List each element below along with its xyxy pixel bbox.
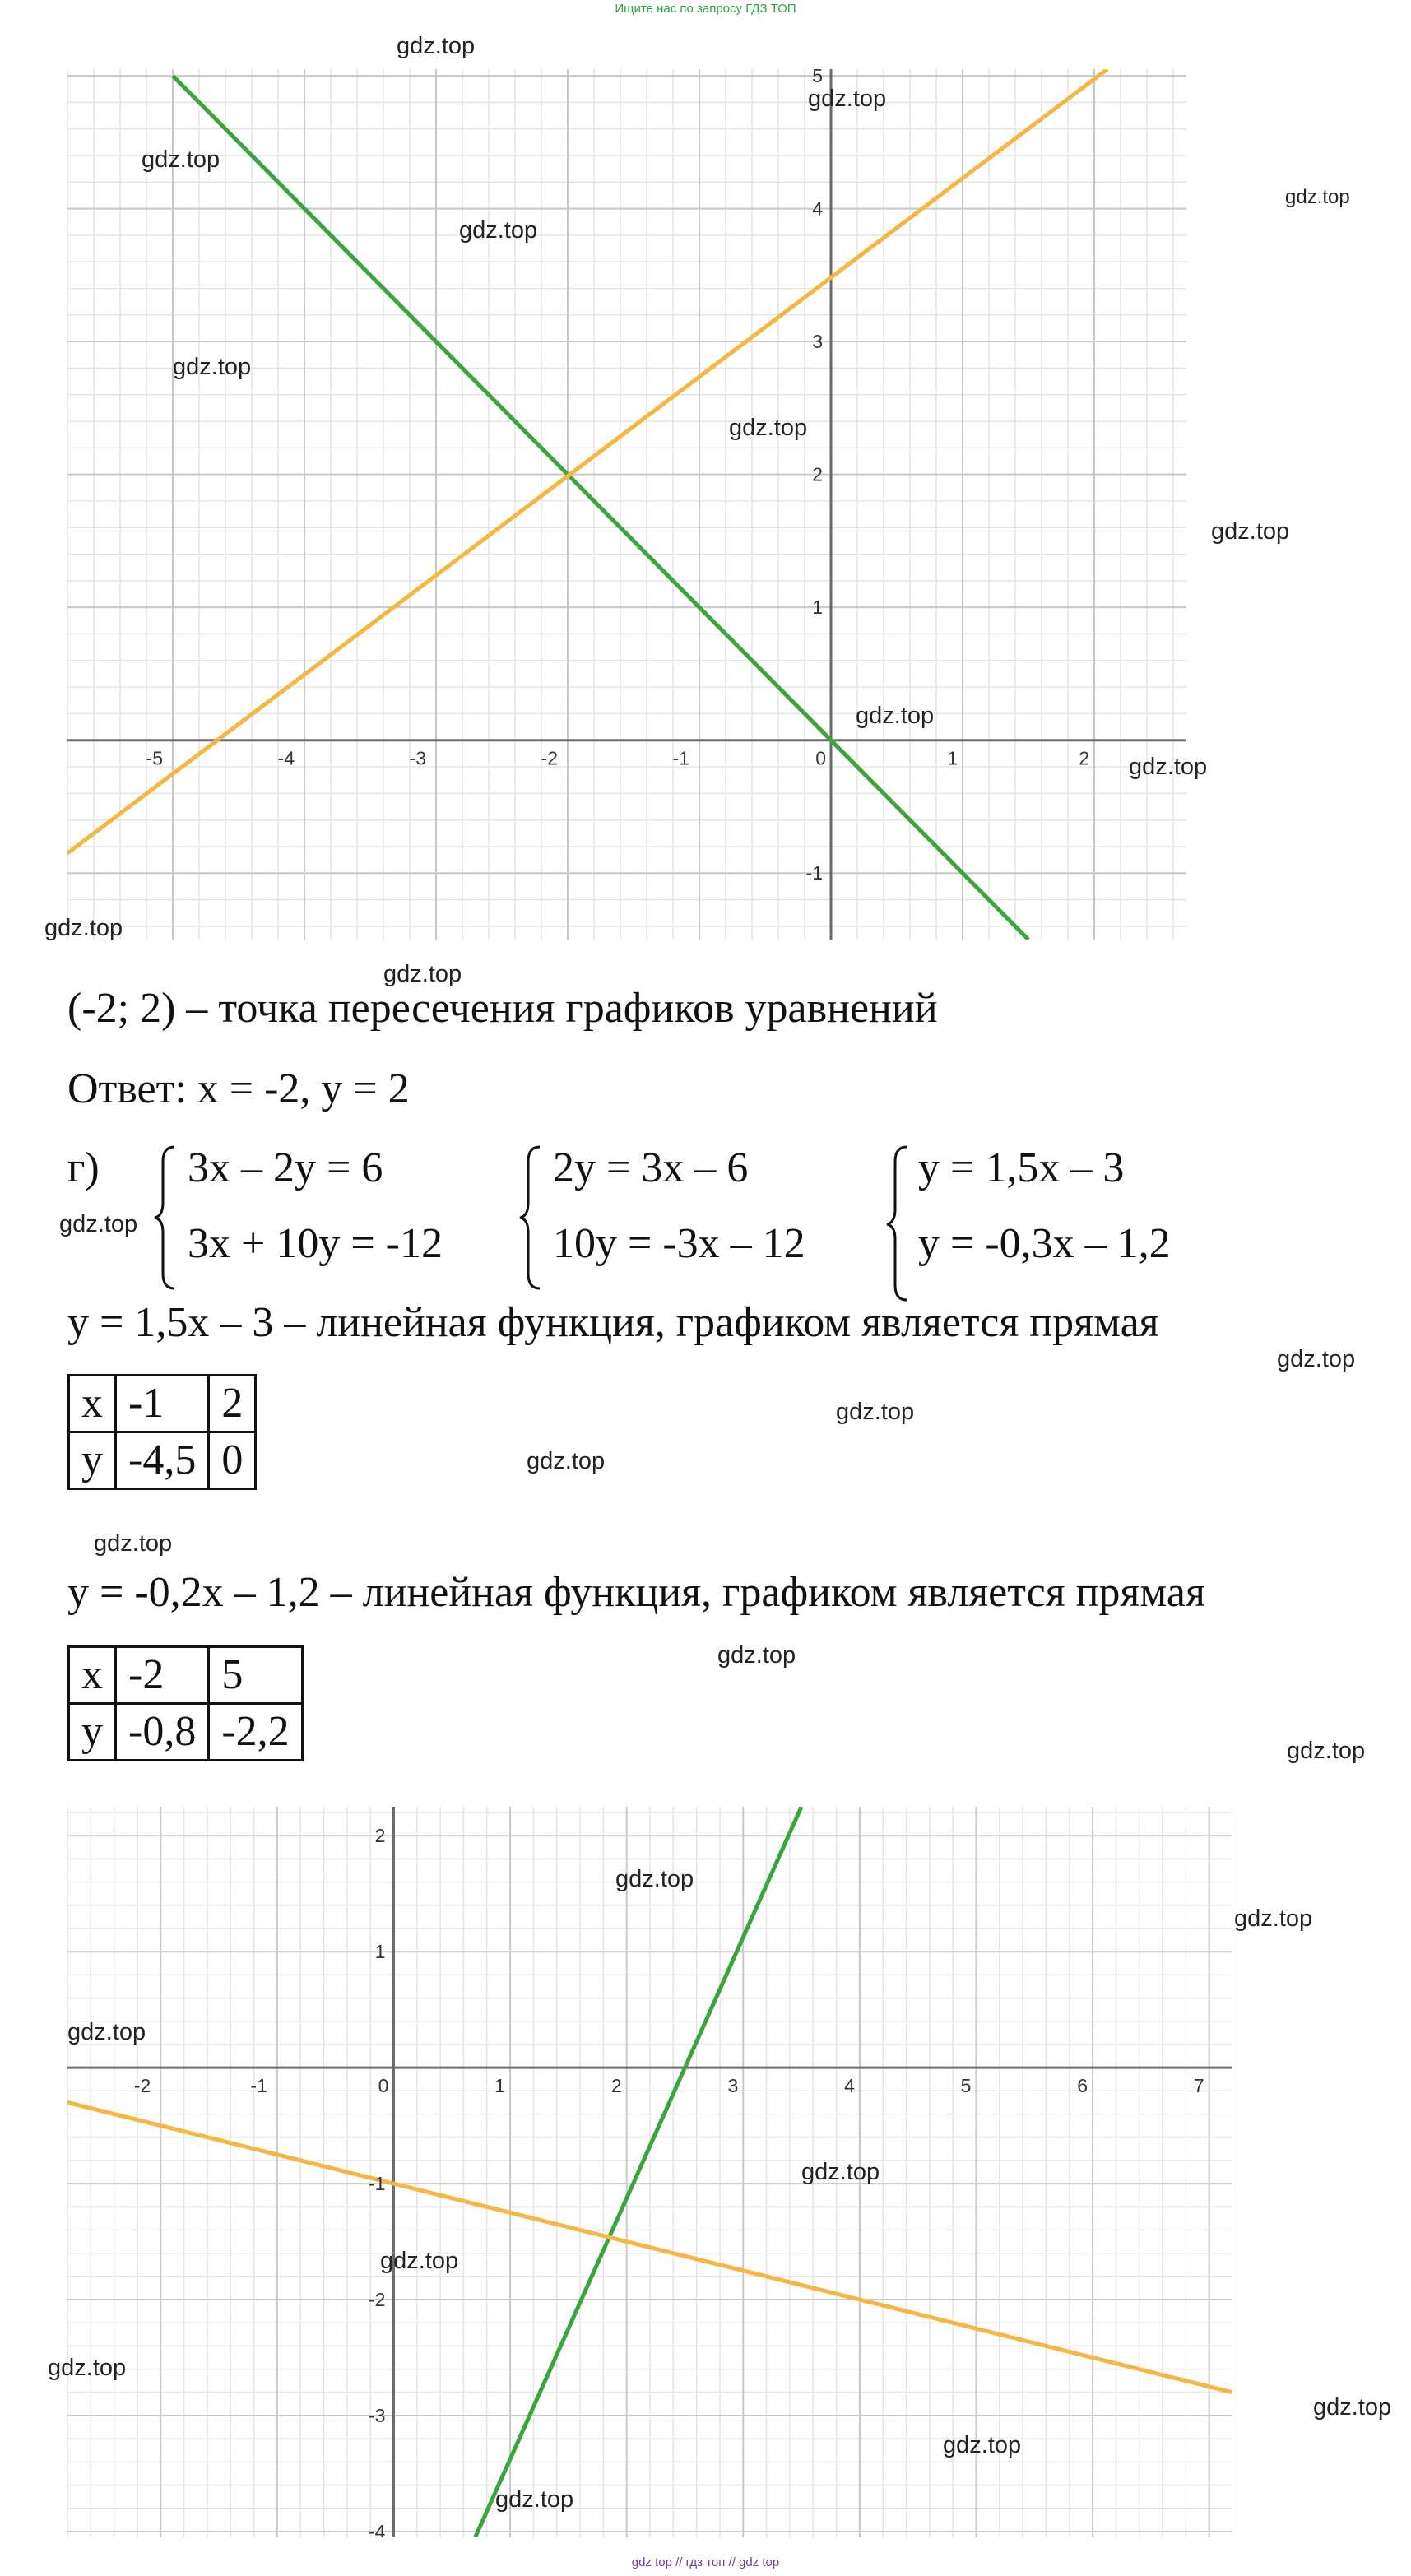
y-tick-label: 5 [812, 69, 823, 87]
watermark: gdz.top [717, 1642, 796, 1669]
y-tick-label: -4 [369, 2520, 386, 2537]
sys1-eq2: 3x + 10y = -12 [188, 1220, 443, 1267]
sys3-eq2: y = -0,3x – 1,2 [918, 1220, 1171, 1267]
table-cell: y [69, 1432, 116, 1489]
table-cell: y [69, 1704, 116, 1761]
brace-2 [518, 1145, 543, 1290]
watermark: gdz.top [729, 415, 808, 441]
answer-line: Ответ: x = -2, y = 2 [67, 1065, 410, 1112]
watermark: gdz.top [527, 1448, 606, 1474]
value-table-2 [67, 1645, 304, 1761]
watermark: gdz.top [173, 354, 252, 380]
x-tick-label: 2 [1079, 747, 1089, 769]
table-row [69, 1647, 303, 1704]
x-tick-label: 4 [844, 2075, 855, 2097]
y-tick-label: 1 [812, 596, 823, 619]
watermark: gdz.top [383, 961, 462, 987]
x-tick-label: 5 [960, 2075, 972, 2097]
x-tick-label: 6 [1077, 2075, 1088, 2097]
sys2-eq2: 10y = -3x – 12 [553, 1220, 805, 1267]
watermark: gdz.top [1211, 518, 1290, 545]
table-cell: x [69, 1376, 116, 1432]
x-tick-label: 7 [1193, 2075, 1204, 2097]
brace-3 [885, 1145, 910, 1302]
y-tick-label: 1 [374, 1941, 386, 1963]
y-tick-label: -1 [369, 2173, 386, 2195]
x-tick-label: 0 [378, 2075, 389, 2097]
table-cell: 0 [209, 1432, 256, 1489]
watermark: gdz.top [836, 1399, 915, 1425]
watermark: gdz.top [44, 915, 123, 941]
table-cell: 2 [209, 1376, 256, 1432]
y-tick-label: 3 [812, 331, 823, 353]
table-cell: -1 [116, 1376, 209, 1432]
watermark: gdz.top [1129, 754, 1208, 780]
x-tick-label: -1 [672, 747, 689, 769]
table-cell: -4,5 [116, 1432, 209, 1489]
brace-1 [153, 1145, 178, 1290]
x-tick-label: -2 [541, 747, 558, 769]
watermark: gdz.top [397, 33, 476, 59]
minor-grid [67, 69, 1186, 940]
table-cell: -2 [116, 1647, 209, 1704]
series-line [67, 69, 1107, 853]
watermark: gdz.top [67, 2019, 146, 2045]
function-1-line: y = 1,5x – 3 – линейная функция, графиком является прямая [67, 1299, 1159, 1346]
part-label: г) [67, 1144, 100, 1191]
watermark: gdz.top [943, 2432, 1022, 2458]
value-table-1 [67, 1374, 257, 1490]
top-note: Ищите нас по запросу ГДЗ ТОП [615, 2, 796, 16]
x-tick-label: -3 [409, 747, 426, 769]
sys1-eq1: 3x – 2y = 6 [188, 1144, 383, 1191]
table-cell: -2,2 [209, 1704, 302, 1761]
y-tick-label: 4 [812, 197, 823, 220]
sys3-eq1: y = 1,5x – 3 [918, 1144, 1125, 1191]
x-tick-label: -2 [133, 2075, 151, 2097]
watermark: gdz.top [1313, 2394, 1392, 2421]
watermark: gdz.top [856, 703, 935, 729]
y-tick-label: 2 [374, 1825, 386, 1847]
watermark: gdz.top [1234, 1905, 1313, 1932]
x-tick-label: 1 [947, 747, 958, 769]
watermark: gdz.top [48, 2355, 127, 2381]
intersection-line: (-2; 2) – точка пересечения графиков уравнений [67, 985, 938, 1032]
watermark: gdz.top [459, 217, 538, 244]
watermark: gdz.top [1277, 1346, 1356, 1372]
x-tick-label: 1 [494, 2075, 506, 2097]
minor-grid [67, 1807, 1232, 2537]
watermark: gdz.top [495, 2486, 574, 2513]
table-cell: x [69, 1647, 116, 1704]
watermark: gdz.top [142, 146, 220, 173]
y-tick-label: 2 [812, 463, 823, 485]
x-tick-label: 3 [727, 2075, 739, 2097]
table-cell: -0,8 [116, 1704, 209, 1761]
bottom-note: gdz top // гдз топ // gdz top [631, 2555, 780, 2569]
series-line [173, 76, 1028, 940]
x-tick-label: 0 [815, 747, 826, 769]
watermark: gdz.top [801, 2159, 880, 2185]
watermark: gdz.top [615, 1866, 694, 1892]
table-row [69, 1704, 303, 1761]
watermark: gdz.top [808, 86, 887, 112]
y-tick-label: -1 [805, 862, 823, 884]
y-tick-label: -3 [369, 2405, 386, 2426]
table-row [69, 1432, 256, 1489]
watermark: gdz.top [1287, 1738, 1366, 1764]
graph-1 [67, 69, 1186, 940]
watermark: gdz.top [380, 2248, 459, 2274]
x-tick-label: -1 [250, 2075, 267, 2097]
function-2-line: y = -0,2x – 1,2 – линейная функция, графиком является прямая [67, 1569, 1205, 1616]
watermark: gdz.top [1285, 186, 1350, 208]
sys2-eq1: 2y = 3x – 6 [553, 1144, 749, 1191]
y-tick-label: -2 [369, 2289, 386, 2311]
series-line [476, 1807, 801, 2537]
watermark: gdz.top [59, 1211, 138, 1237]
x-tick-label: 2 [610, 2075, 622, 2097]
watermark: gdz.top [94, 1530, 173, 1557]
table-cell: 5 [209, 1647, 302, 1704]
x-tick-label: -5 [146, 747, 163, 769]
x-tick-label: -4 [277, 747, 295, 769]
major-grid [67, 69, 1186, 940]
table-row [69, 1376, 256, 1432]
graph-2 [67, 1807, 1232, 2537]
